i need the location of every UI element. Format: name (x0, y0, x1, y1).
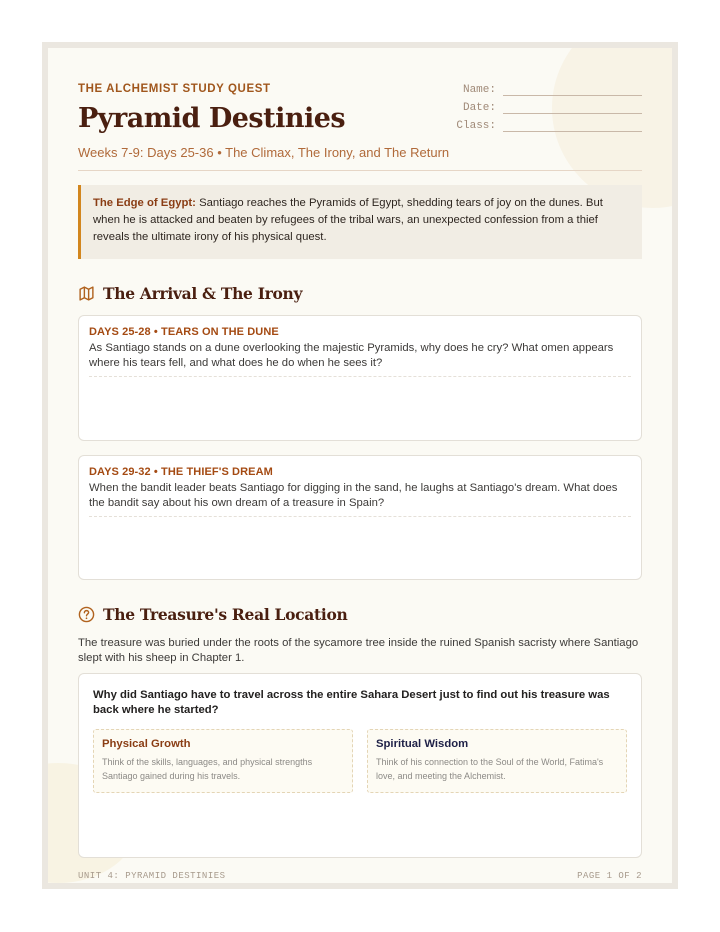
question-card-thief (78, 455, 642, 580)
card-question: When the bandit leader beats Santiago for digging in the sand, he laughs at Santiago's dream. What does the bandit say about his own dream of a treasure in Spain? (89, 482, 618, 509)
class-field-row (452, 114, 642, 132)
date-field[interactable] (503, 101, 642, 114)
date-field-row (452, 96, 642, 114)
reflection-columns (93, 729, 627, 793)
spiritual-wisdom-box[interactable] (367, 729, 627, 793)
card-question: As Santiago stands on a dune overlooking the majestic Pyramids, why does he cry? What omen appears where his tears fell, and what does he do when he sees it? (89, 342, 614, 369)
physical-growth-title: Physical Growth (102, 738, 191, 750)
name-label: Name: (462, 84, 496, 96)
footer-unit: UNIT 4: PYRAMID DESTINIES (78, 871, 226, 881)
worksheet-kicker: THE ALCHEMIST STUDY QUEST (78, 83, 271, 95)
page-subtitle: Weeks 7-9: Days 25-36 • The Climax, The Irony, and The Return (78, 145, 450, 160)
footer-page-number: PAGE 1 OF 2 (577, 871, 642, 881)
answer-area[interactable] (89, 376, 631, 435)
spiritual-wisdom-hint: Think of his connection to the Soul of the World, Fatima's love, and meeting the Alchemist. (376, 757, 604, 781)
page-frame (42, 42, 678, 889)
section-arrival-title: The Arrival & The Irony (103, 284, 303, 303)
physical-growth-hint: Think of the skills, languages, and physical strengths Santiago gained during his travels. (102, 757, 313, 781)
header-divider (78, 170, 642, 171)
map-icon (78, 285, 95, 302)
card-kicker: DAYS 29-32 • THE THIEF'S DREAM (89, 466, 273, 478)
page-footer (78, 871, 642, 881)
question-card-tears (78, 315, 642, 441)
reflection-card (78, 673, 642, 858)
section-treasure-heading (78, 605, 347, 624)
spiritual-wisdom-title: Spiritual Wisdom (376, 738, 469, 750)
treasure-description: The treasure was buried under the roots of the sycamore tree inside the ruined Spanish sacristy where Santiago slept with his sheep in Chapter 1. (78, 637, 639, 664)
class-label: Class: (456, 120, 496, 132)
date-label: Date: (462, 102, 496, 114)
name-field-row (452, 78, 642, 96)
card-kicker: DAYS 25-28 • TEARS ON THE DUNE (89, 326, 279, 338)
class-field[interactable] (503, 119, 642, 132)
section-treasure-title: The Treasure's Real Location (103, 605, 348, 624)
worksheet-page (48, 48, 672, 883)
intro-text: Santiago reaches the Pyramids of Egypt, shedding tears of joy on the dunes. But when he is attacked and beaten by refugees of the tribal wars, an unexpected confession from a thief reveals the ultimate irony of his physical quest. (93, 197, 603, 243)
intro-lead: The Edge of Egypt: (93, 197, 196, 209)
student-info-fields (452, 78, 642, 132)
page-title: Pyramid Destinies (78, 103, 346, 134)
section-arrival-heading (78, 284, 302, 303)
answer-area[interactable] (89, 516, 631, 575)
reflection-question: Why did Santiago have to travel across the entire Sahara Desert just to find out his treasure was back where he started? (93, 689, 610, 716)
name-field[interactable] (503, 83, 642, 96)
intro-callout (78, 185, 642, 259)
question-circle-icon (78, 606, 95, 623)
physical-growth-box[interactable] (93, 729, 353, 793)
